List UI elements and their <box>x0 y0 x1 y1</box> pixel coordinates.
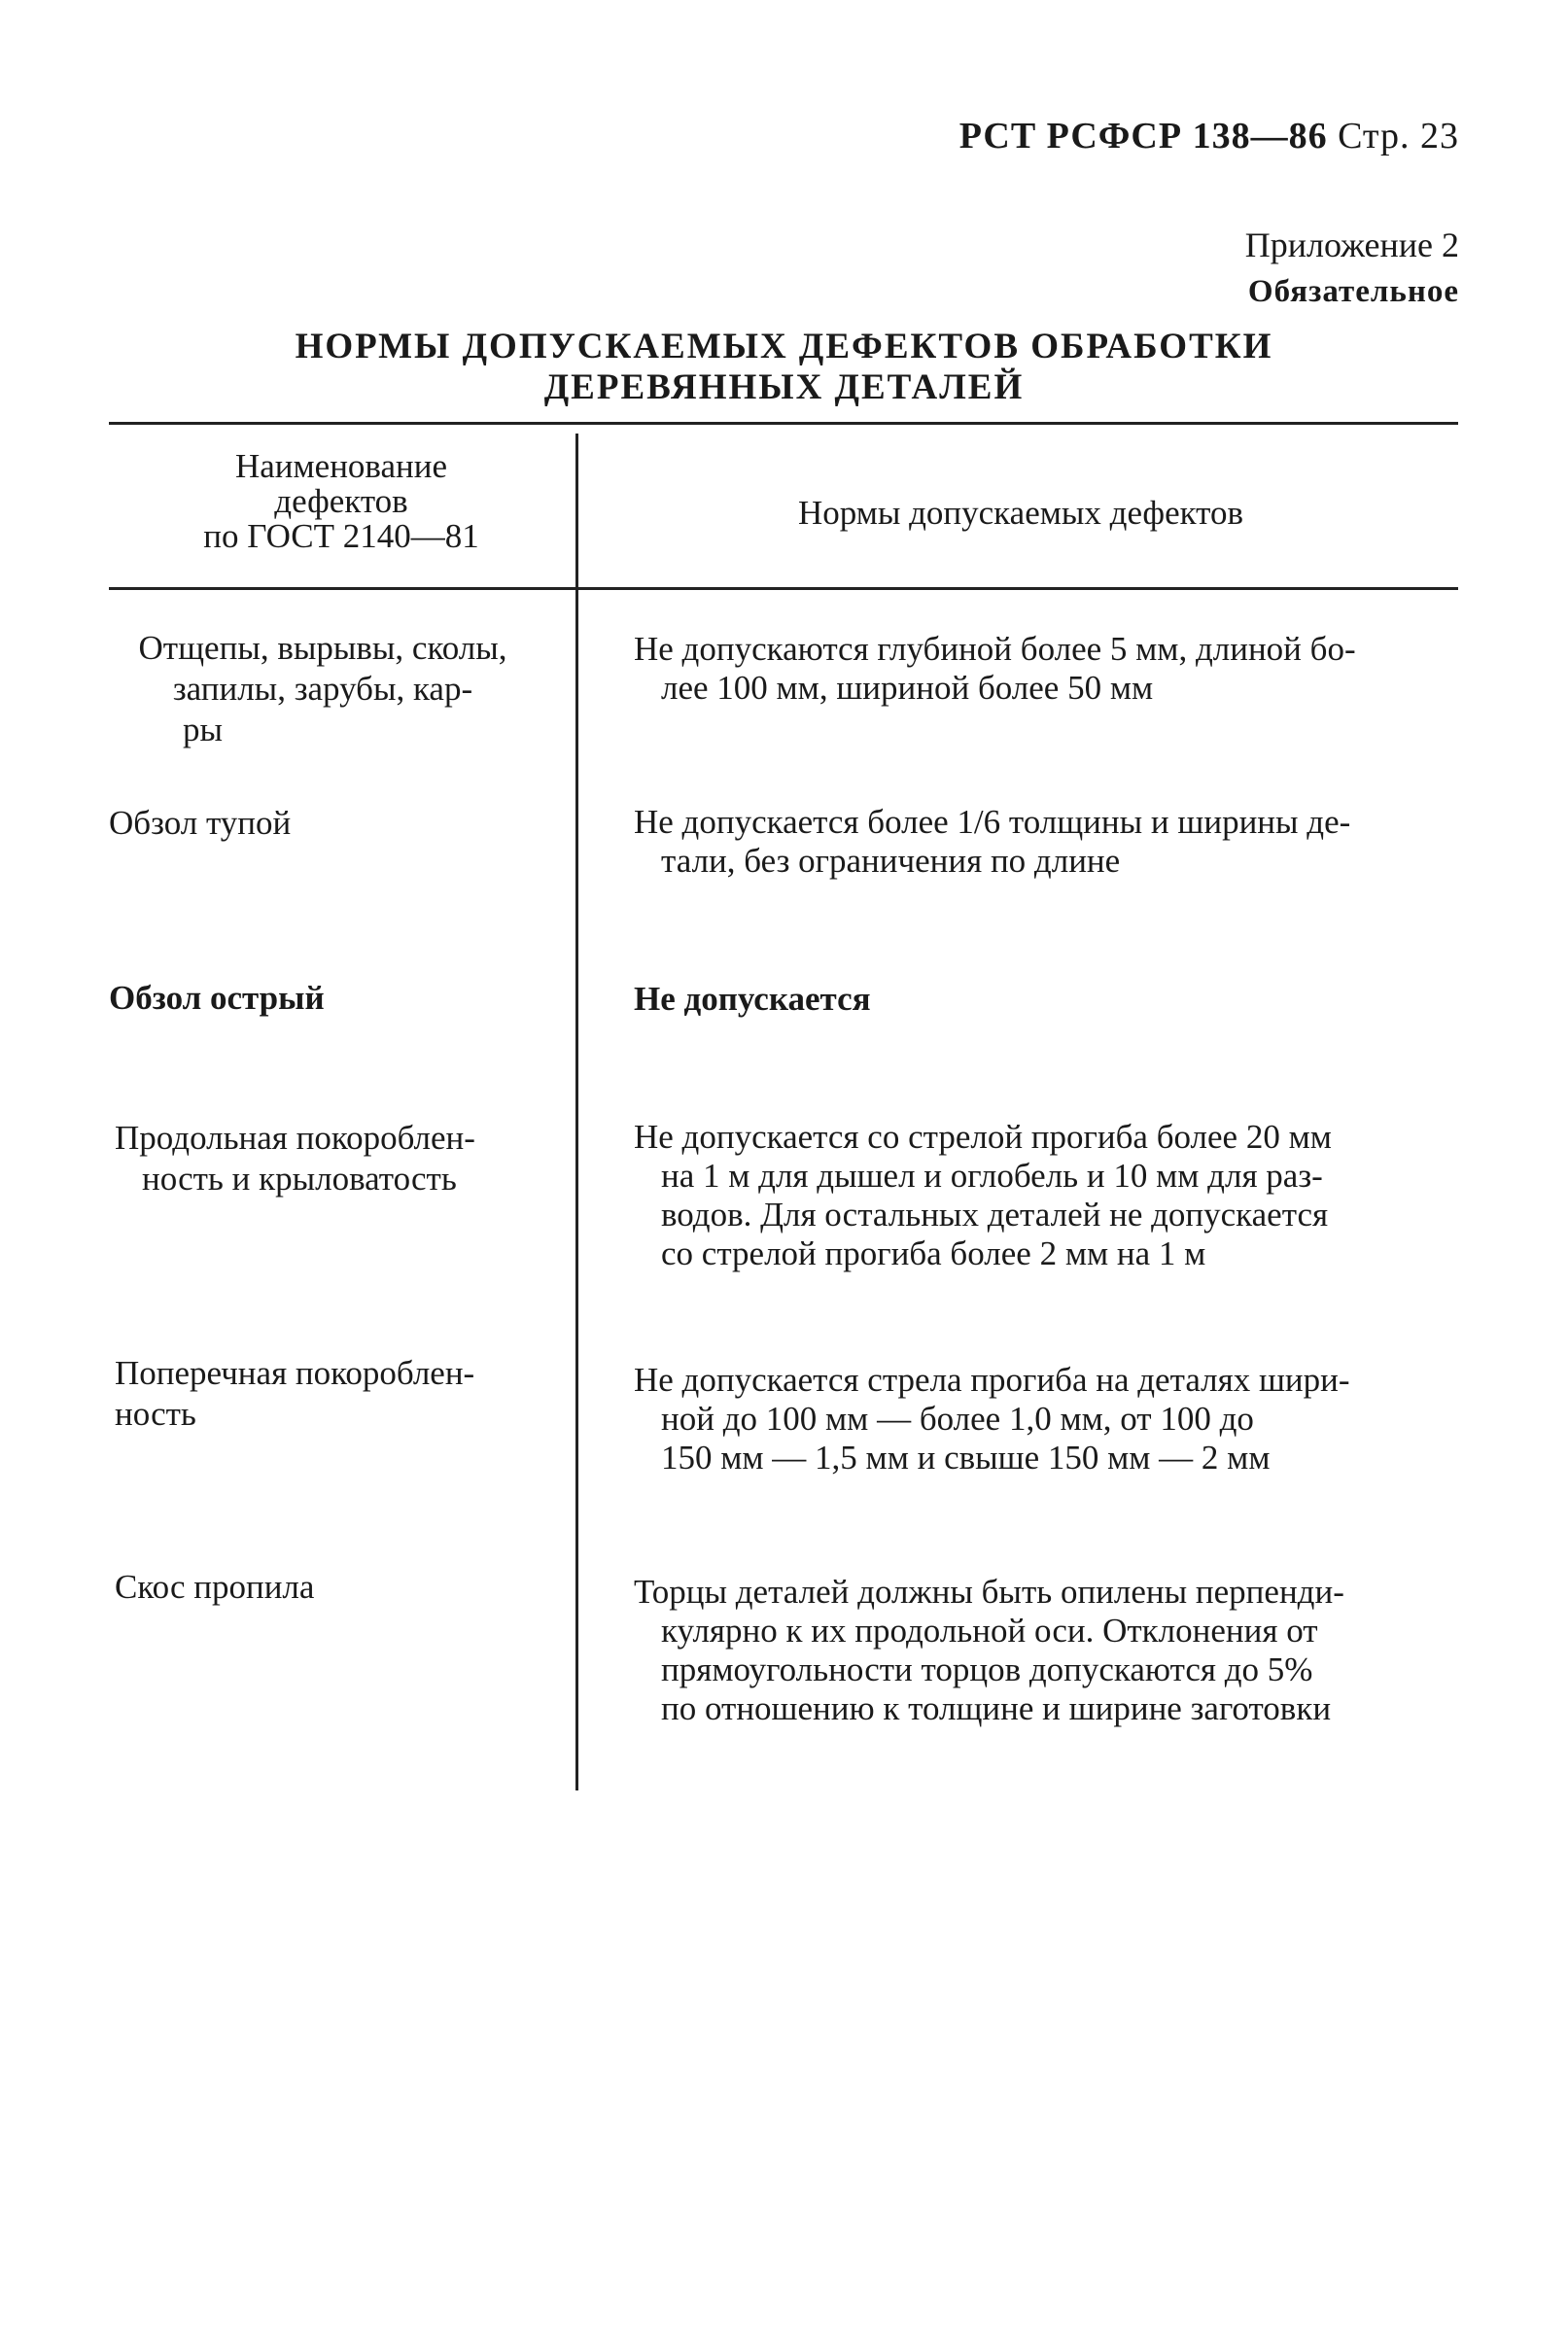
row-2-norm-line-1: Не допускается более 1/6 толщины и ширины де- <box>634 803 1351 841</box>
row-6-defect <box>109 1567 542 1608</box>
row-1-defect-line-1: Отщепы, вырывы, сколы, <box>138 629 507 667</box>
row-3-defect <box>109 978 537 1019</box>
row-4-defect-line-2: ность и крыловатость <box>142 1160 457 1198</box>
row-1-defect <box>109 628 537 750</box>
row-3-defect-line-1: Обзол острый <box>109 979 325 1017</box>
page-header <box>959 115 1459 157</box>
row-2-defect-line-1: Обзол тупой <box>109 804 292 842</box>
page-title <box>0 327 1568 408</box>
row-5-defect <box>109 1353 542 1435</box>
row-1-defect-line-3: ры <box>183 711 224 748</box>
row-6-defect-line-1: Скос пропила <box>115 1568 315 1606</box>
row-4-defect <box>109 1118 542 1199</box>
row-5-defect-line-2: ность <box>115 1395 196 1433</box>
row-1-norm-line-2: лее 100 мм, шириной более 50 мм <box>661 669 1154 707</box>
row-5-norm-line-3: 150 мм — 1,5 мм и свыше 150 мм — 2 мм <box>661 1439 1271 1477</box>
header-defect-name <box>109 449 574 554</box>
appendix-block <box>1245 222 1459 315</box>
row-2-defect <box>109 803 537 844</box>
table-top-rule <box>109 422 1458 425</box>
header-defect-norms: Нормы допускаемых дефектов <box>797 494 1244 532</box>
row-6-norm-line-1: Торцы деталей должны быть опилены перпенди- <box>634 1573 1344 1611</box>
header-left-line-2: дефектов <box>274 482 408 520</box>
row-5-norm-line-1: Не допускается стрела прогиба на деталях шири- <box>634 1361 1350 1399</box>
header-left-line-3: по ГОСТ 2140—81 <box>203 517 479 555</box>
row-5-norm-line-2: ной до 100 мм — более 1,0 мм, от 100 до <box>661 1400 1254 1438</box>
row-1-norm <box>634 630 1470 708</box>
row-2-norm-line-2: тали, без ограничения по длине <box>661 842 1121 880</box>
appendix-status: Обязательное <box>1247 274 1459 309</box>
header-left-line-1: Наименование <box>234 447 448 485</box>
table-header-rule <box>109 587 1458 590</box>
title-line-2: ДЕРЕВЯННЫХ ДЕТАЛЕЙ <box>543 367 1025 407</box>
row-2-norm <box>634 803 1470 881</box>
row-4-defect-line-1: Продольная покороблен- <box>115 1119 475 1157</box>
page-number: Стр. 23 <box>1338 116 1459 156</box>
row-1-defect-line-2: запилы, зарубы, кар- <box>172 670 473 708</box>
row-6-norm <box>634 1573 1470 1728</box>
row-6-norm-line-2: кулярно к их продольной оси. Отклонения от <box>661 1612 1318 1650</box>
row-1-norm-line-1: Не допускаются глубиной более 5 мм, длиной бо- <box>634 630 1356 668</box>
row-4-norm-line-3: водов. Для остальных деталей не допускается <box>661 1196 1329 1233</box>
document-code: РСТ РСФСР 138—86 <box>958 116 1328 156</box>
row-4-norm-line-1: Не допускается со стрелой прогиба более 20 мм <box>634 1118 1332 1156</box>
row-6-norm-line-3: прямоугольности торцов допускаются до 5% <box>661 1650 1313 1688</box>
row-4-norm <box>634 1118 1470 1273</box>
row-3-norm <box>634 980 1470 1019</box>
row-3-norm-line-1: Не допускается <box>634 980 871 1018</box>
row-4-norm-line-4: со стрелой прогиба более 2 мм на 1 м <box>661 1234 1206 1272</box>
title-line-1: НОРМЫ ДОПУСКАЕМЫХ ДЕФЕКТОВ ОБРАБОТКИ <box>295 327 1273 366</box>
table-column-divider <box>575 434 578 1790</box>
row-6-norm-line-4: по отношению к толщине и ширине заготовки <box>661 1689 1332 1727</box>
row-5-norm <box>634 1361 1470 1477</box>
row-5-defect-line-1: Поперечная покороблен- <box>115 1354 475 1392</box>
row-4-norm-line-2: на 1 м для дышел и оглобель и 10 мм для раз- <box>661 1157 1323 1195</box>
appendix-label: Приложение 2 <box>1244 226 1459 264</box>
